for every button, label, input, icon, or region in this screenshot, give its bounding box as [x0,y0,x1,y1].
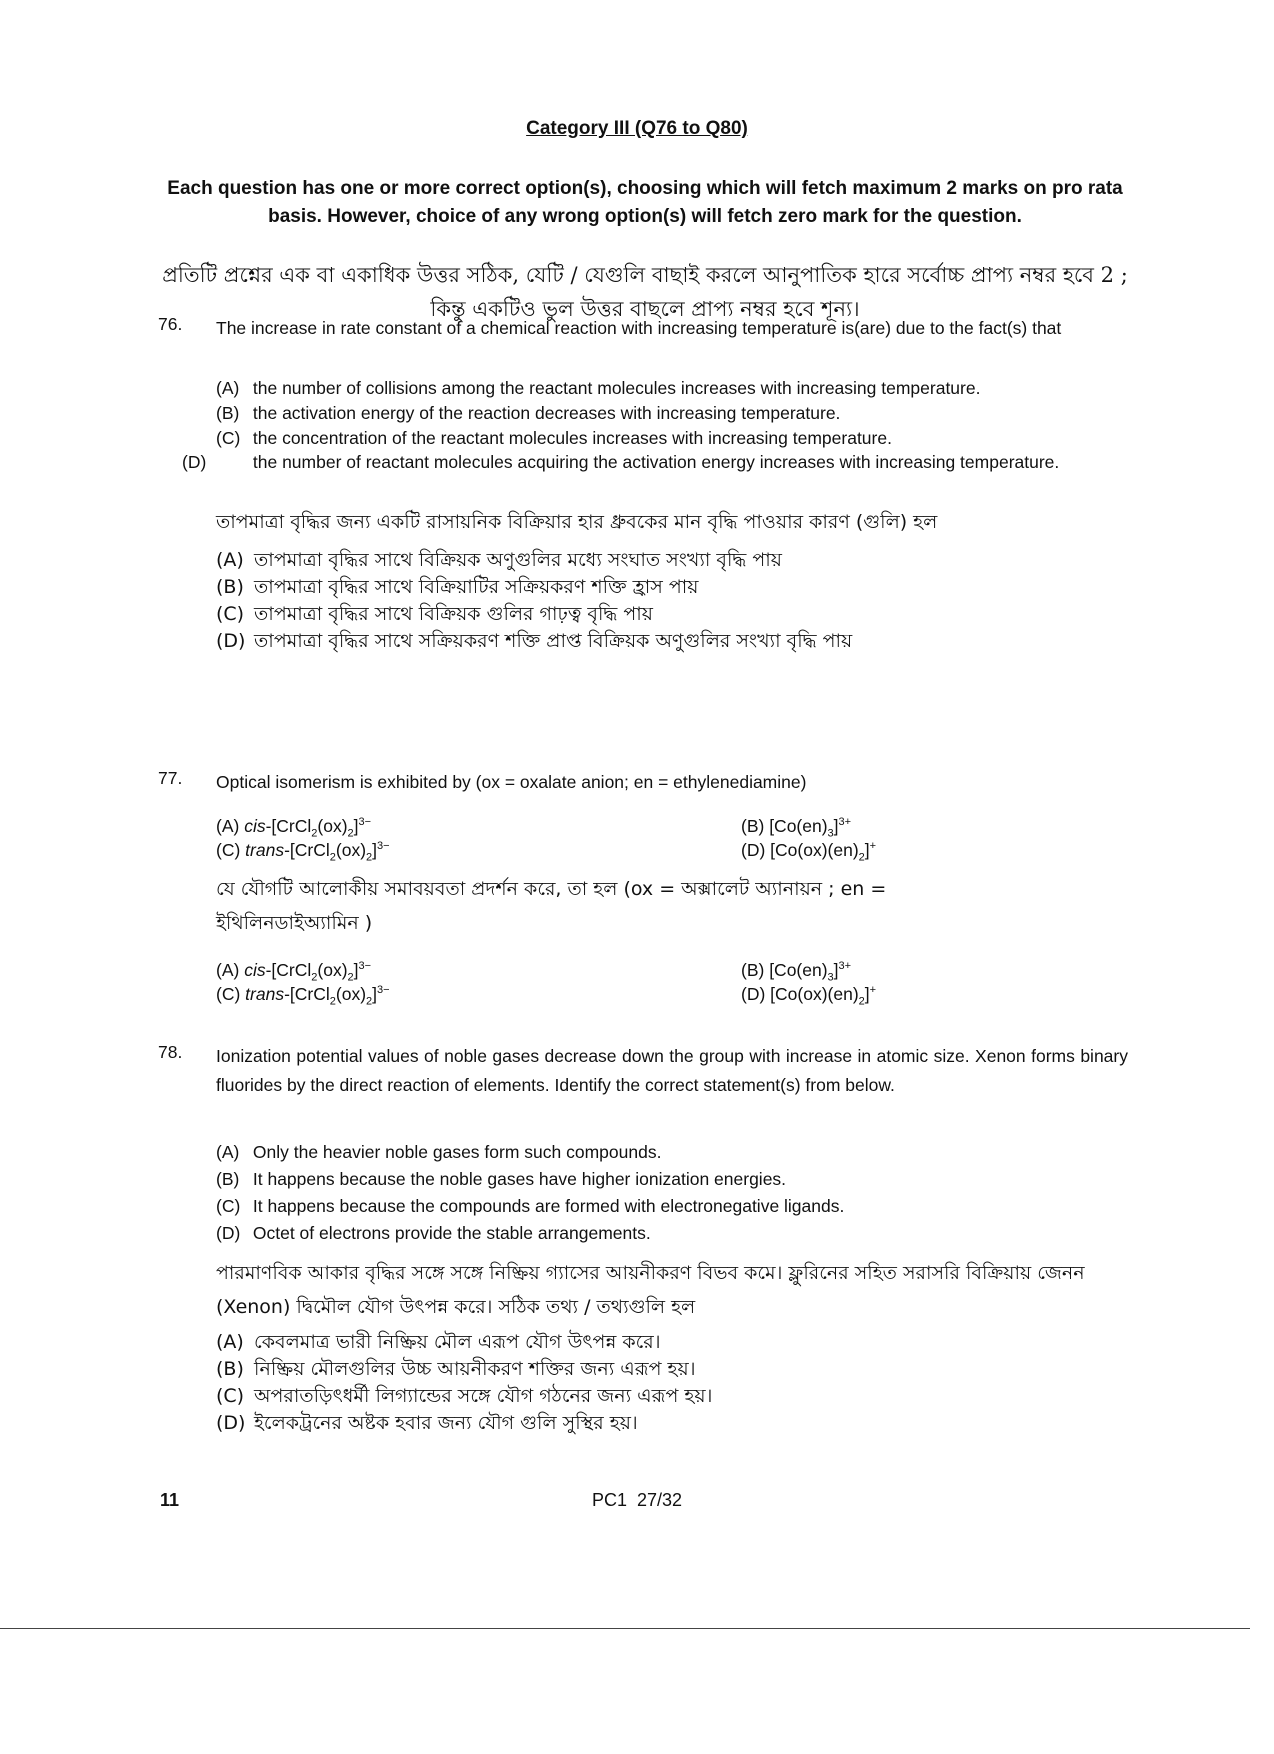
option-a-en[interactable]: (A) cis-$[CrCl_2(ox)_2]^{3-}$ [216,815,372,840]
option-label: (A) [216,549,244,571]
option-text: নিষ্ক্রিয় মৌলগুলির উচ্চ আয়নীকরণ শক্তির জন্য এরূপ হয়। [254,1358,696,1380]
option-label: (D) [216,630,246,652]
question-77 [158,768,1128,1008]
option-text: কেবলমাত্র ভারী নিষ্ক্রিয় মৌল এরূপ যৌগ উৎপন্ন করে। [254,1331,661,1353]
question-text-bn: যে যৌগটি আলোকীয় সমাবয়বতা প্রদর্শন করে, তা হল (ox = অক্সালেট অ্যানায়ন ; en = ইথিলিনডাইঅ্যামিন ) [216,878,887,934]
option-c-bn[interactable] [216,600,1128,628]
option-label: (A) [216,1331,244,1353]
option-label: (B) [216,1169,240,1189]
option-d-en[interactable]: (D) $[Co(ox)(en)_2]^+$ [741,839,877,864]
option-text: Octet of electrons provide the stable arrangements. [252,1223,651,1243]
option-d-en[interactable] [182,449,1162,475]
question-number: 76. [158,314,183,334]
option-label: (C) [216,428,241,448]
footer-mark: 11 [160,1490,180,1510]
option-c-bn[interactable] [216,1382,1128,1410]
option-label: (B) [741,959,765,980]
option-text: তাপমাত্রা বৃদ্ধির সাথে সক্রিয়করণ শক্তি প্রাপ্ত বিক্রিয়ক অণুগুলির সংখ্যা বৃদ্ধি পায় [254,630,853,652]
option-text: Only the heavier noble gases form such compounds. [252,1142,662,1162]
category-title: Category III (Q76 to Q80) [526,118,748,139]
option-label: (D) [182,452,207,472]
question-76 [158,314,1128,654]
option-a-en[interactable] [216,374,1128,402]
option-label: (D) [741,983,766,1004]
option-b-bn[interactable] [216,1355,1128,1383]
paper-code: PC1 [591,1490,627,1510]
option-label: (A) [216,815,240,836]
option-label: (B) [216,1358,244,1380]
option-label: (D) [216,1412,246,1434]
option-d-bn[interactable] [216,1409,1128,1437]
option-c-en[interactable]: (C) trans-$[CrCl_2(ox)_2]^{3-}$ [216,839,390,864]
option-text: the activation energy of the reaction decreases with increasing temperature. [252,403,841,423]
option-b-en[interactable]: (B) $[Co(en)_3]^{3+}$ [741,815,852,840]
option-c-en[interactable] [216,1192,1128,1220]
question-number: 77. [158,768,183,788]
option-label: (C) [216,1385,245,1407]
option-text: তাপমাত্রা বৃদ্ধির সাথে বিক্রিয়ক গুলির গাঢ়ত্ব বৃদ্ধি পায় [254,603,653,625]
option-text: the concentration of the reactant molecules increases with increasing temperature. [252,428,892,448]
question-text-en: The increase in rate constant of a chemical reaction with increasing temperature is(are) due to the fact(s) that [216,318,1062,338]
option-text: the number of collisions among the reactant molecules increases with increasing temperature. [252,378,981,398]
option-text: অপরাতড়িৎধর্মী লিগ্যান্ডের সঙ্গে যৌগ গঠনের জন্য এরূপ হয়। [254,1385,713,1407]
option-b-en[interactable] [216,399,1128,427]
instruction-bengali: প্রতিটি প্রশ্নের এক বা একাধিক উত্তর সঠিক, যেটি / যেগুলি বাছাই করলে আনুপাতিক হারে সর্বোচ্চ প্রাপ্য নম্বর হবে 2 ; কিন্তু একটিও ভুল উত্তর বাছলে প্রাপ্য নম্বর হবে শূন্য। [162,263,1128,321]
option-a-en[interactable] [216,1138,1128,1166]
option-label: (A) [216,378,240,398]
option-a-bn[interactable]: (A) cis-$[CrCl_2(ox)_2]^{3-}$ [216,959,372,984]
option-text: the number of reactant molecules acquiring the activation energy increases with increasing temperature. [252,452,1060,472]
option-b-bn[interactable] [216,573,1128,601]
page-number: 27/32 [636,1490,683,1510]
option-label: (C) [216,839,241,860]
option-label: (C) [216,603,245,625]
option-d-bn[interactable] [216,627,1128,655]
option-label: (C) [216,1196,241,1216]
option-c-bn[interactable]: (C) trans-$[CrCl_2(ox)_2]^{3-}$ [216,983,390,1008]
option-c-en[interactable] [216,424,1128,452]
option-label: (D) [216,1223,241,1243]
option-label: (A) [216,1142,240,1162]
option-text: It happens because the compounds are formed with electronegative ligands. [252,1196,845,1216]
option-text: তাপমাত্রা বৃদ্ধির সাথে বিক্রিয়াটির সক্রিয়করণ শক্তি হ্রাস পায় [254,576,699,598]
bottom-rule [0,1628,1250,1629]
option-text: It happens because the noble gases have higher ionization energies. [252,1169,787,1189]
option-a-bn[interactable] [216,546,1128,574]
option-label: (B) [741,815,765,836]
option-b-bn[interactable]: (B) $[Co(en)_3]^{3+}$ [741,959,852,984]
option-label: (D) [741,839,766,860]
option-row-cd-en [216,832,1128,871]
question-text-bn: তাপমাত্রা বৃদ্ধির জন্য একটি রাসায়নিক বিক্রিয়ার হার ধ্রুবকের মান বৃদ্ধি পাওয়ার কারণ (গুলি) হল [216,511,938,533]
question-text-en: Optical isomerism is exhibited by (ox = oxalate anion; en = ethylenediamine) [216,772,807,792]
option-d-bn[interactable]: (D) $[Co(ox)(en)_2]^+$ [741,983,877,1008]
question-text-bn: পারমাণবিক আকার বৃদ্ধির সঙ্গে সঙ্গে নিষ্ক্রিয় গ্যাসের আয়নীকরণ বিভব কমে। ফ্লুরিনের সহিত সরাসরি বিক্রিয়ায় জেনন (Xenon) দ্বিমৌল যৌগ উৎপন্ন করে। সঠিক তথ্য / তথ্যগুলি হল [216,1262,1085,1318]
option-b-en[interactable] [216,1165,1128,1193]
option-text: ইলেকট্রনের অষ্টক হবার জন্য যৌগ গুলি সুস্থির হয়। [254,1412,638,1434]
instruction-english: Each question has one or more correct option(s), choosing which will fetch maximum 2 marks on pro rata basis. However, choice of any wrong option(s) will fetch zero mark for the question. [167,178,1123,227]
question-78 [158,1042,1128,1462]
page-footer [0,1490,1274,1511]
question-number: 78. [158,1042,183,1062]
option-d-en[interactable] [216,1219,1128,1247]
question-text-en: Ionization potential values of noble gases decrease down the group with increase in atomic size. Xenon forms binary fluorides by the direct reaction of elements. Identify the correct statement(s) from below. [216,1046,1128,1095]
option-label: (B) [216,576,244,598]
option-a-bn[interactable] [216,1328,1128,1356]
option-label: (A) [216,959,240,980]
option-text: তাপমাত্রা বৃদ্ধির সাথে বিক্রিয়ক অণুগুলির মধ্যে সংঘাত সংখ্যা বৃদ্ধি পায় [254,549,782,571]
option-label: (C) [216,983,241,1004]
option-row-cd-bn [216,976,1128,1015]
option-label: (B) [216,403,240,423]
